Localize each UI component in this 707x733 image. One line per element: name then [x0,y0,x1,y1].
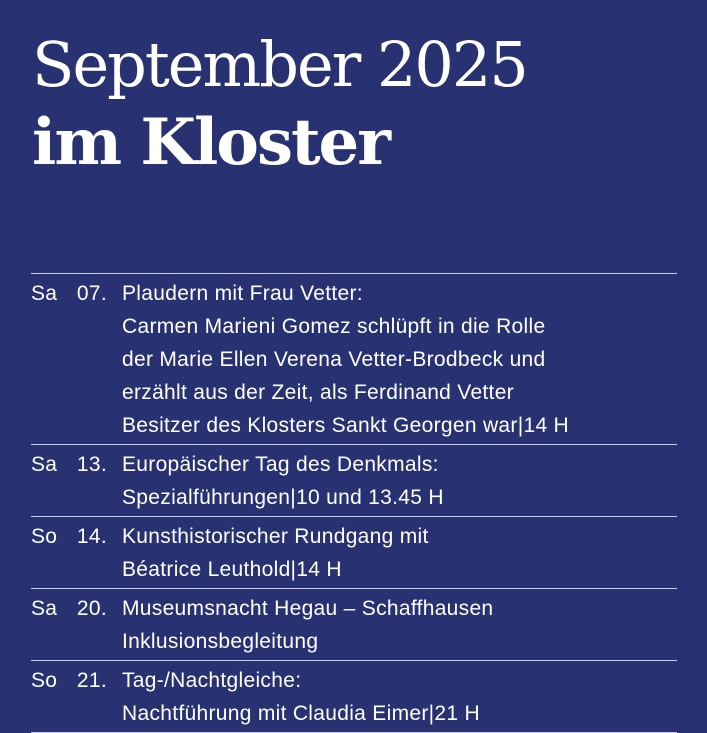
event-day: So [31,669,58,692]
event-description [122,592,677,658]
event-date: 21. [76,669,107,692]
page-title-subtitle: im Kloster [32,105,389,180]
event-row [31,589,677,661]
event-list [31,273,677,733]
event-text-line: Spezialführungen|10 und 13.45 H [122,486,444,509]
event-description [122,664,677,730]
event-day: So [31,525,58,548]
event-day: Sa [31,453,58,476]
event-description [122,448,677,514]
event-text-line: Tag-/Nachtgleiche: [122,669,302,692]
event-row [31,517,677,589]
event-row [31,445,677,517]
event-description [122,277,677,442]
event-date: 13. [76,453,107,476]
event-row [31,661,677,733]
event-text-line: Besitzer des Klosters Sankt Georgen war|14 H [122,414,570,437]
event-date: 20. [76,597,107,620]
event-text-line: der Marie Ellen Verena Vetter-Brodbeck und [122,348,546,371]
event-text-line: Nachtführung mit Claudia Eimer|21 H [122,702,480,725]
page-header [32,26,527,182]
event-text-line: Plaudern mit Frau Vetter: [122,282,363,305]
page-title-month: September 2025 [32,28,527,101]
event-row [31,274,677,445]
event-description [122,520,677,586]
event-text-line: Carmen Marieni Gomez schlüpft in die Rolle [122,315,546,338]
event-date: 07. [76,282,107,305]
event-text-line: Inklusionsbegleitung [122,630,319,653]
event-text-line: erzählt aus der Zeit, als Ferdinand Vetter [122,381,514,404]
event-date: 14. [76,525,107,548]
event-text-line: Kunsthistorischer Rundgang mit [122,525,429,548]
event-day: Sa [31,597,58,620]
event-text-line: Europäischer Tag des Denkmals: [122,453,439,476]
event-text-line: Museumsnacht Hegau – Schaffhausen [122,597,494,620]
event-day: Sa [31,282,58,305]
event-text-line: Béatrice Leuthold|14 H [122,558,342,581]
